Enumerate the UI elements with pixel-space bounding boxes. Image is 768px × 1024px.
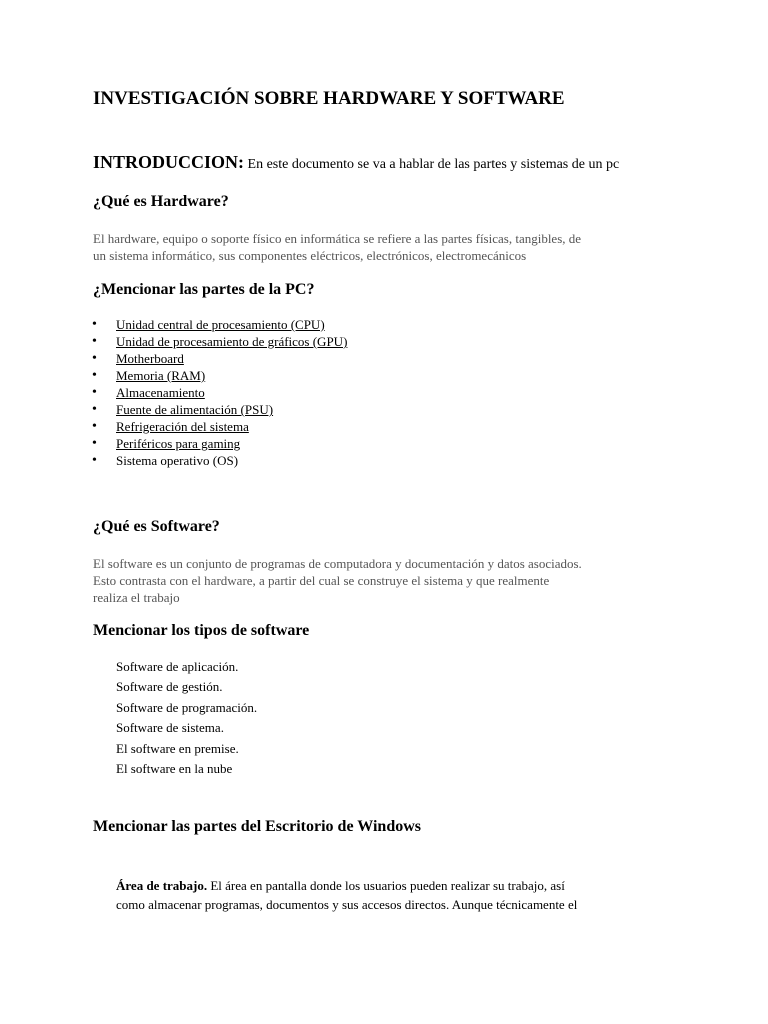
area-text: El área en pantalla donde los usuarios pueden realizar su trabajo, así	[207, 878, 565, 893]
list-item[interactable]	[93, 401, 347, 418]
area-line: como almacenar programas, documentos y sus accesos directos. Aunque técnicamente el	[116, 897, 578, 912]
list-item: Software de programación.	[116, 699, 258, 715]
list-item[interactable]	[93, 333, 347, 350]
list-item: El software en la nube	[116, 760, 233, 776]
part-link[interactable]: Almacenamiento	[116, 385, 205, 400]
software-line: Esto contrasta con el hardware, a partir del cual se construye el sistema y que realmente	[93, 573, 550, 588]
list-item[interactable]	[93, 435, 347, 452]
hardware-line: un sistema informático, sus componentes eléctricos, electrónicos, electromecánicos	[93, 248, 527, 263]
list-item	[93, 452, 347, 469]
list-item[interactable]	[93, 384, 347, 401]
types-heading: Mencionar los tipos de software	[93, 622, 310, 639]
hardware-line: El hardware, equipo o soporte físico en informática se refiere a las partes físicas, tangibles, de	[93, 231, 582, 246]
software-line: realiza el trabajo	[93, 590, 180, 605]
desktop-area-paragraph	[116, 876, 577, 914]
hardware-paragraph	[93, 230, 693, 264]
area-line	[116, 876, 577, 895]
list-item: El software en premise.	[116, 740, 239, 756]
software-line: El software es un conjunto de programas de computadora y documentación y datos asociados.	[93, 556, 582, 571]
list-item: Software de sistema.	[116, 720, 224, 736]
parts-heading: ¿Mencionar las partes de la PC?	[93, 281, 315, 298]
intro-label: INTRODUCCION:	[93, 152, 245, 172]
part-link[interactable]: Refrigeración del sistema	[116, 419, 249, 434]
document-title: INVESTIGACIÓN SOBRE HARDWARE Y SOFTWARE	[93, 88, 565, 109]
part-link[interactable]: Motherboard	[116, 351, 184, 366]
list-item: Software de aplicación.	[116, 659, 239, 674]
list-item[interactable]	[93, 367, 347, 384]
intro-paragraph	[93, 152, 619, 173]
list-item: Software de gestión.	[116, 679, 223, 695]
software-paragraph	[93, 555, 693, 606]
list-item[interactable]	[93, 418, 347, 435]
hardware-heading: ¿Qué es Hardware?	[93, 193, 229, 210]
area-label: Área de trabajo.	[116, 878, 208, 893]
types-list	[116, 657, 257, 779]
list-item[interactable]	[93, 316, 347, 333]
part-link[interactable]: Unidad central de procesamiento (CPU)	[116, 317, 325, 332]
part-link[interactable]: Unidad de procesamiento de gráficos (GPU)	[116, 334, 348, 349]
software-heading: ¿Qué es Software?	[93, 518, 220, 535]
intro-text: En este documento se va a hablar de las partes y sistemas de un pc	[247, 157, 620, 172]
desktop-heading: Mencionar las partes del Escritorio de Windows	[93, 818, 421, 835]
part-text: Sistema operativo (OS)	[116, 453, 239, 468]
part-link[interactable]: Periféricos para gaming	[116, 436, 241, 451]
parts-list	[93, 316, 347, 469]
list-item[interactable]	[93, 350, 347, 367]
part-link[interactable]: Memoria (RAM)	[116, 368, 206, 383]
part-link[interactable]: Fuente de alimentación (PSU)	[116, 402, 274, 417]
